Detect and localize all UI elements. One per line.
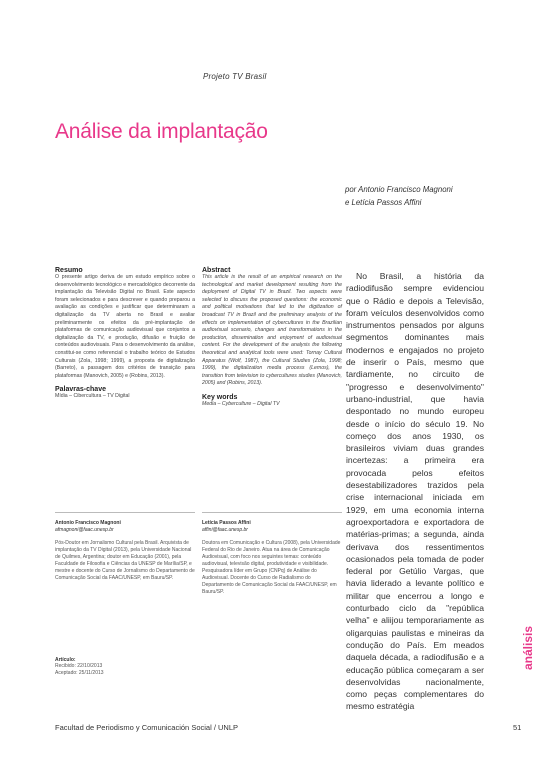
side-tab-label: análisis: [521, 625, 535, 671]
author-line-2: e Letícia Passos Affini: [345, 198, 422, 207]
bio-text: Doutora em Comunicação e Cultura (2008), pela Universidade Federal do Rio de Janeiro. Atua na área de Comunicação Audiovisual, com foco nos seguintes temas: conteúdo audiovisual, televisão digital, produtividade e visibilidade. Pesquisadora líder em Grupo (CNPq) de Análise do Audiovisual. Docente do Curso de Radialismo do Departamento de Comunicação Social da FAAC/UNESP, em Bauru/SP.: [202, 540, 341, 595]
author-bio-left: [55, 520, 195, 582]
divider-left: [55, 512, 195, 513]
bio-name: Letícia Passos Affini: [202, 520, 251, 526]
body-paragraph: No Brasil, a história da radiodifusão sempre evidenciou que o Rádio e depois a Televisão, foram veículos desenvolvidos como instrumentos pensados por alguns segmentos dominantes mais modernos e engajados no projeto de inserir o País, mesmo que tardiamente, no circuito de "progresso e desenvolvimento" urbano-industrial, que havia despontado no mundo europeu desde o início do século 19. No começo dos anos 1930, os brasileiros viviam duas grandes incertezas: a primeira era provocada pelos efeitos desestabilizadores trazidos pela crise internacional iniciada em 1929, em uma economia interna agroexportadora e exportadora de matérias-primas; a segunda, ainda derivava dos ressentimentos ocasionados pela tomada de poder federal por Getúlio Vargas, que havia liderado a levante político e militar que encerrou a longo e conturbado ciclo da "república velha" e aliijou temporariamente as oligarquias paulistas e mineiras da condução do País. Em meados daquela década, a radiodifusão e a educação pública começaram a ser desenvolvidas nacionalmente, como peças complementares do mesmo estratégia: [346, 271, 484, 712]
bio-text: Pós-Doutor em Jornalismo Cultural pela Brasil. Arquivista de implantação da TV Digital (2013), pela Universidade Nacional de Quilmes, Argentina; doutor em Educação (2001), pela Faculdade de Filosofia e Ciências da UNESP de Marília/SP, e mestre e docente do Curso de Jornalismo do Departamento de Comunicação Social da FAAC/UNESP, em Bauru/SP.: [55, 540, 195, 581]
palavras-chave-text: Mídia – Cibercultura – TV Digital: [55, 393, 130, 400]
palavras-chave-heading: Palavras-chave: [55, 386, 106, 394]
bio-email[interactable]: affini@faac.unesp.br: [202, 527, 248, 533]
author-line-1: por Antonio Francisco Magnoni: [345, 185, 453, 194]
bio-name: Antonio Francisco Magnoni: [55, 520, 121, 526]
authors-block: [345, 183, 525, 209]
section-side-tab: [520, 608, 536, 688]
article-title: Análise da implantação: [55, 120, 268, 143]
key-words-heading: Key words: [202, 393, 238, 401]
page-number: 51: [513, 723, 522, 732]
divider-right: [202, 512, 342, 513]
received-date: Recibido: 22/10/2013: [55, 663, 103, 669]
section-label: Projeto TV Brasil: [203, 72, 267, 81]
footer-text: Facultad de Periodismo y Comunicación Social / UNLP: [55, 723, 238, 732]
dates-heading: Artículo:: [55, 657, 76, 663]
accepted-date: Aceptado: 25/11/2013: [55, 670, 104, 676]
resumo-column: [55, 267, 195, 401]
bio-email[interactable]: afmagnoni@faac.unesp.br: [55, 527, 114, 533]
resumo-text: O presente artigo deriva de um estudo empírico sobre o desenvolvimento tecnológico e mercadológico decorrente da implantação da Televisão Digital no Brasil. Este aspecto foram selecionados e para descrever e quando preparou a avaliação as condições e justificar que determinaram a digitalização da TV aberta no Brasil e avaliar preliminarmente os efeitos da pré-implantação de plataformas de comunicação audiovisual que conjuntos a digitalização da TV, e produção, difusão e fruição de conteúdos audiovisuais. Para o desenvolvimento da análise, constitui-se como referencial o trabalho teórico de Estudos Culturais (Zola, 1998; 1999), a proposta de digitalização (Barreto), a passagem dos critérios de transição para plataformas (Manovich, 2005) e (Robins, 2013).: [55, 274, 195, 379]
author-bio-right: [202, 520, 342, 596]
resumo-heading: Resumo: [55, 267, 83, 274]
key-words-text: Media – Cyberculture – Digital TV: [202, 400, 280, 407]
abstract-column: [202, 267, 342, 409]
abstract-text: This article is the result of an empirical research on the technological and market development resulting from the deployment of Digital TV in Brazil. Two aspects were selected to discuss the proposed questions: the economic and political motivations that led to the digitization of broadcast TV in Brazil and the preliminary analysis of the effects on implementation of cybercultures in the Brazilian audiovisual scenario, changes and transformations in the production, dissemination and enjoyment of audiovisual content. For the development of the analysis the following theoretical and analytical tools were used: Tornay Cultural Apparatus (Wolf, 1987), the Cultural Studies (Zola, 1998; 1999), the digitalization media process (Lemos), the transition from television to cybercultures studies (Manovich, 2005) and (Robins, 2013).: [202, 274, 342, 387]
article-dates: [55, 657, 195, 677]
abstract-heading: Abstract: [202, 267, 231, 274]
body-column: [346, 270, 484, 713]
